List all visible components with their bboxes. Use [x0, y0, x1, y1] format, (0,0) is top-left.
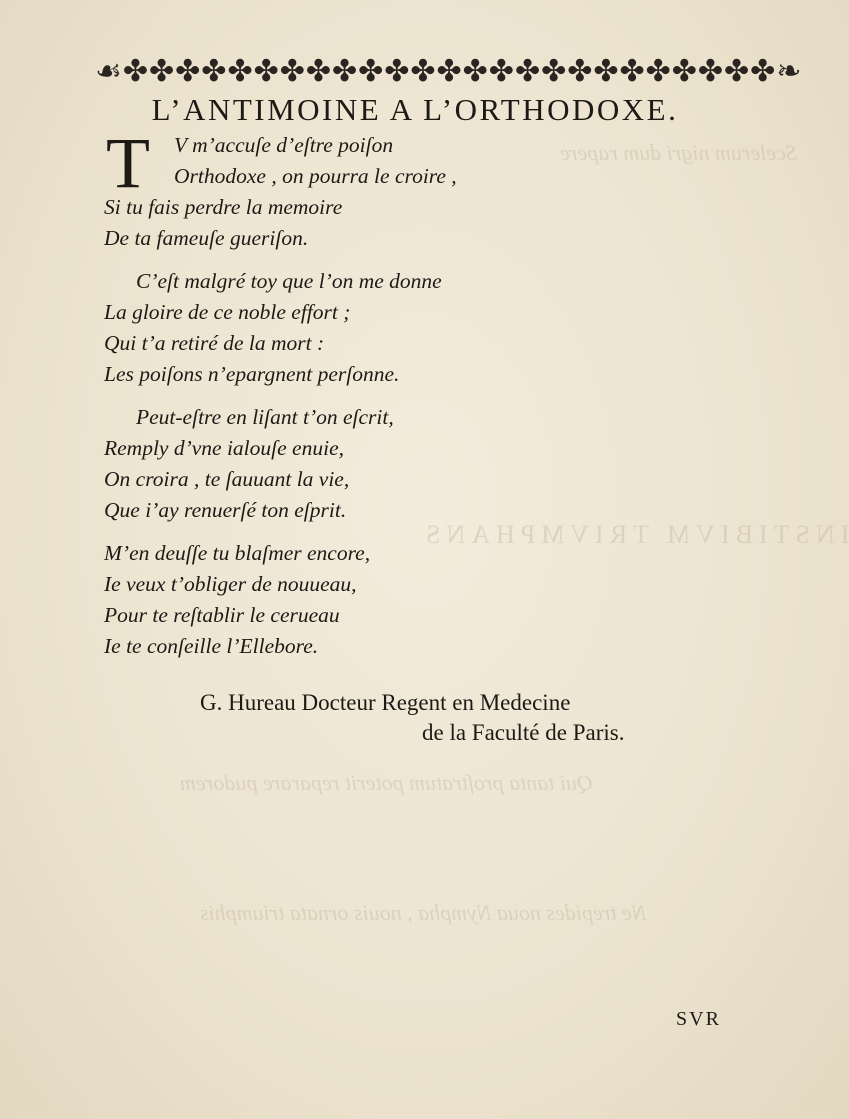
- poem-line: Qui t’a retiré de la mort :: [104, 331, 325, 355]
- stanza-gap: [104, 254, 604, 266]
- poem-line: Ie veux t’obliger de nouueau,: [104, 572, 357, 596]
- page-title: L’ANTIMOINE A L’ORTHODOXE.: [151, 92, 679, 127]
- poem-line: V m’accuſe d’eſtre poiſon: [174, 133, 394, 157]
- stanza-gap: [104, 526, 604, 538]
- poem-line: M’en deuſſe tu blaſmer encore,: [104, 541, 371, 565]
- show-through-text: Ne trepides noua Nympha , nouis ornata triumphis: [200, 900, 647, 925]
- show-through-text: INSTIBIVM TRIVMPHANS: [420, 520, 849, 549]
- poem-line: Orthodoxe , on pourra le croire ,: [174, 164, 457, 188]
- poem-line: C’eſt malgré toy que l’on me donne: [136, 269, 442, 293]
- poem-line: Pour te reſtablir le cerueau: [104, 603, 340, 627]
- show-through-text: Scelerum nigri dum rapere: [560, 140, 797, 165]
- poem-line: Ie te conſeille l’Ellebore.: [104, 634, 319, 658]
- poem-line: Si tu fais perdre la memoire: [104, 195, 343, 219]
- signature-line: G. Hureau Docteur Regent en Medecine: [200, 690, 571, 715]
- poem-line: La gloire de ce noble effort ;: [104, 300, 351, 324]
- poem-line: Que i’ay renuerſé ton eſprit.: [104, 498, 347, 522]
- poem-line: On croira , te ſauuant la vie,: [104, 467, 350, 491]
- signature-line: de la Faculté de Paris.: [422, 720, 625, 745]
- poem: [104, 123, 604, 662]
- show-through-text: Qui tanta proſtratum poterit reparare pudorem: [180, 770, 593, 795]
- poem-line: Peut-eſtre en liſant t’on eſcrit,: [136, 405, 394, 429]
- author-signature: [200, 688, 700, 748]
- poem-line: Remply d’vne ialouſe enuie,: [104, 436, 344, 460]
- printer-ornament-band: ☙✤✤✤✤✤✤✤✤✤✤✤✤✤✤✤✤✤✤✤✤✤✤✤✤✤❧: [95, 55, 803, 88]
- stanza-gap: [104, 390, 604, 402]
- poem-line: De ta fameuſe gueriſon.: [104, 226, 309, 250]
- poem-line: Les poiſons n’epargnent perſonne.: [104, 362, 400, 386]
- drop-capital: T: [106, 123, 150, 203]
- catchword: SVR: [676, 1008, 721, 1030]
